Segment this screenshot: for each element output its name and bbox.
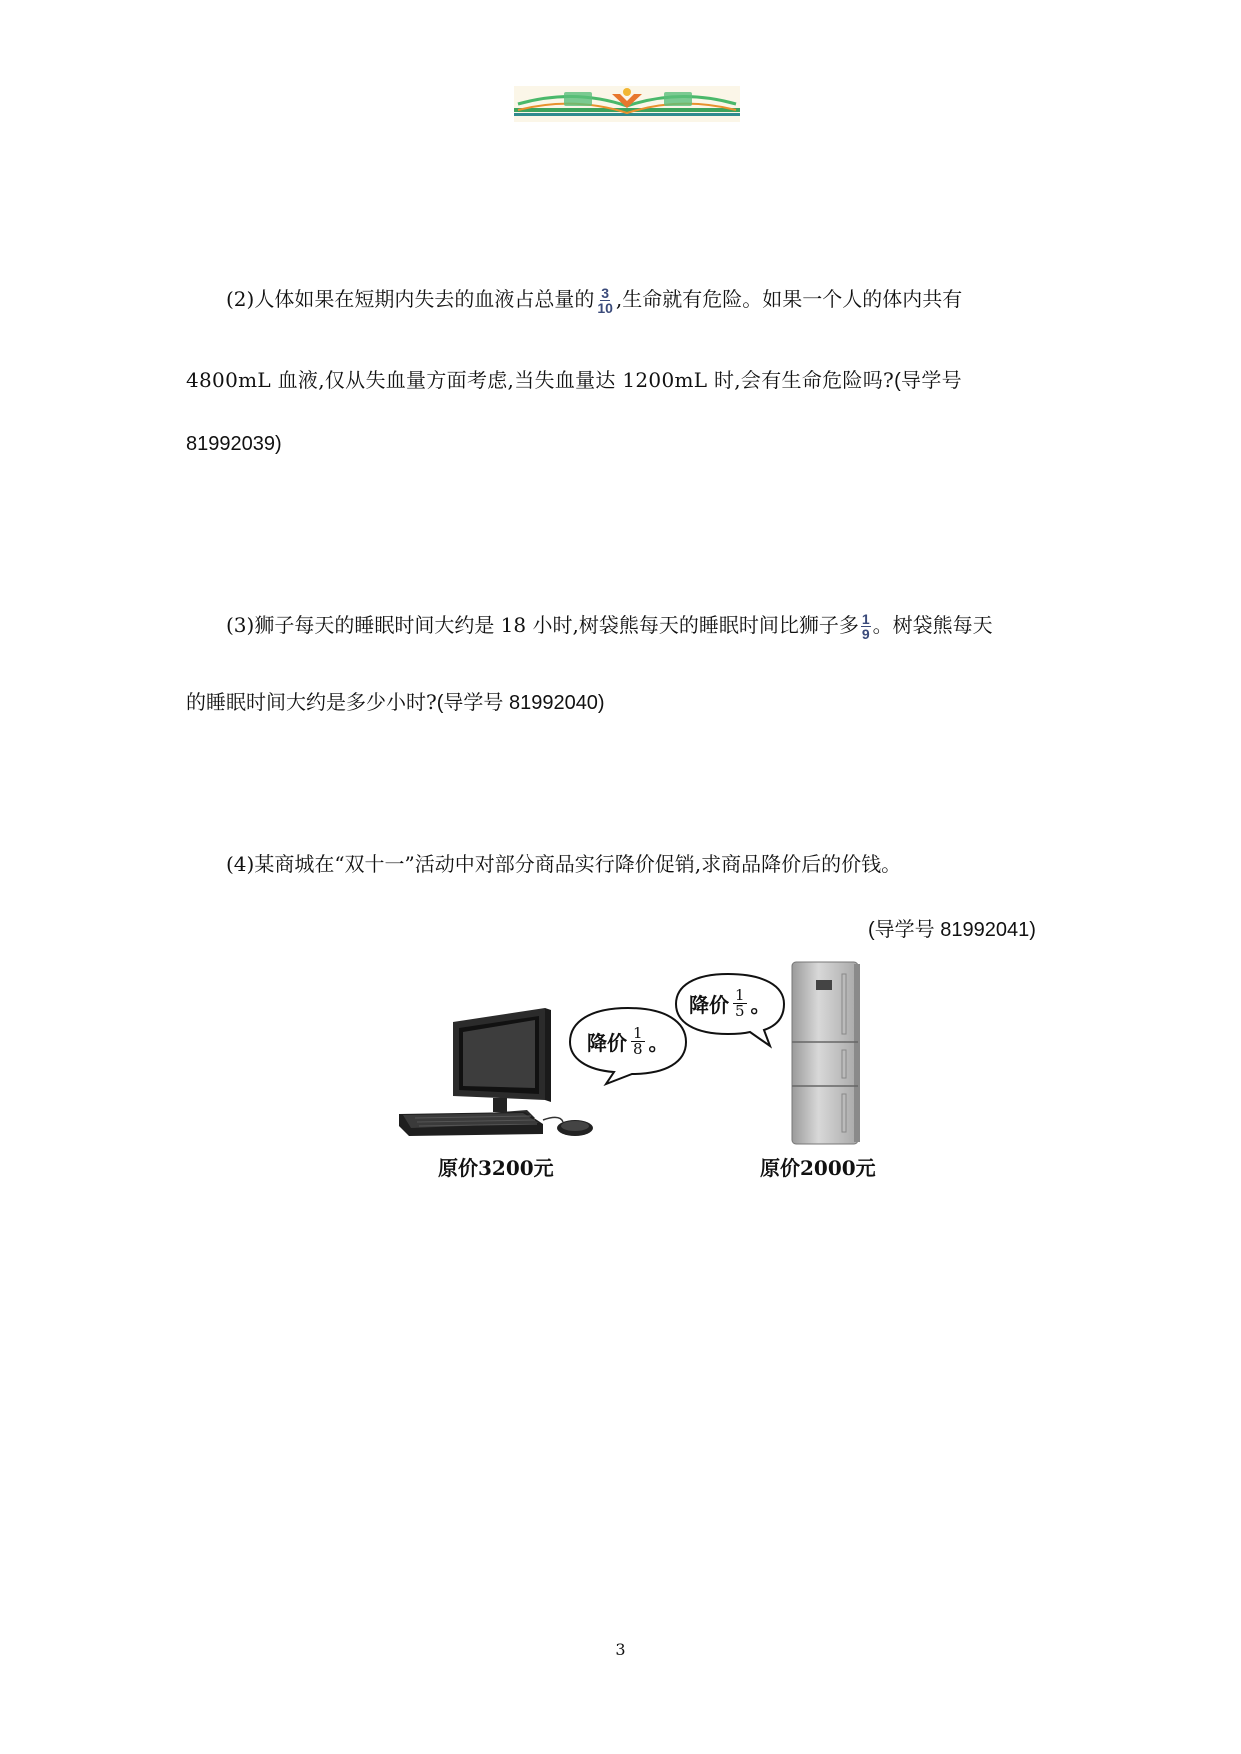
header-logo [514,86,740,122]
q4-ref-number: (导学号 81992041) [868,919,1036,941]
page-number: 3 [615,1640,626,1659]
q3-text-line2: 的睡眠时间大约是多少小时? [186,690,437,714]
fridge-price: 原价2000元 [760,1156,876,1180]
q2-line-3 [186,432,282,456]
q3-line-2 [186,690,605,715]
q2-text-b: ,生命就有危险。如果一个人的体内共有 [615,287,963,311]
q2-ref-number: 81992039) [186,433,282,455]
fridge-bubble-text: 降价 $\frac{1}{5}$ 。 [689,985,771,1020]
computer-discount-fraction: $\frac{1}{8}$ [633,1023,643,1058]
q2-fraction: $\frac{3}{10}$ [597,285,613,316]
computer-price: 原价3200元 [438,1156,554,1180]
q4-ref [868,918,1036,942]
q4-line-1 [226,852,901,876]
q3-text-a: (3)狮子每天的睡眠时间大约是 18 小时,树袋熊每天的睡眠时间比狮子多 [226,613,859,637]
q3-text-b: 。树袋熊每天 [872,613,993,637]
q2-line-1 [226,286,962,315]
q2-ref-label: (导学号 [894,370,962,392]
q2-line-2 [186,368,962,393]
fridge-illustration [786,960,864,1148]
q3-ref: (导学号 81992040) [436,692,605,714]
q3-line-1 [226,612,993,641]
q2-text-line2: 4800mL 血液,仅从失血量方面考虑,当失血量达 1200mL 时,会有生命危险吗? [186,368,895,392]
computer-bubble-text: 降价 $\frac{1}{8}$ 。 [587,1023,669,1058]
q4-text: (4)某商城在“双十一”活动中对部分商品实行降价促销,求商品降价后的价钱。 [226,852,902,876]
q2-text-a: (2)人体如果在短期内失去的血液占总量的 [226,287,595,311]
q3-fraction: $\frac{1}{9}$ [861,611,870,642]
fridge-discount-fraction: $\frac{1}{5}$ [735,985,745,1020]
